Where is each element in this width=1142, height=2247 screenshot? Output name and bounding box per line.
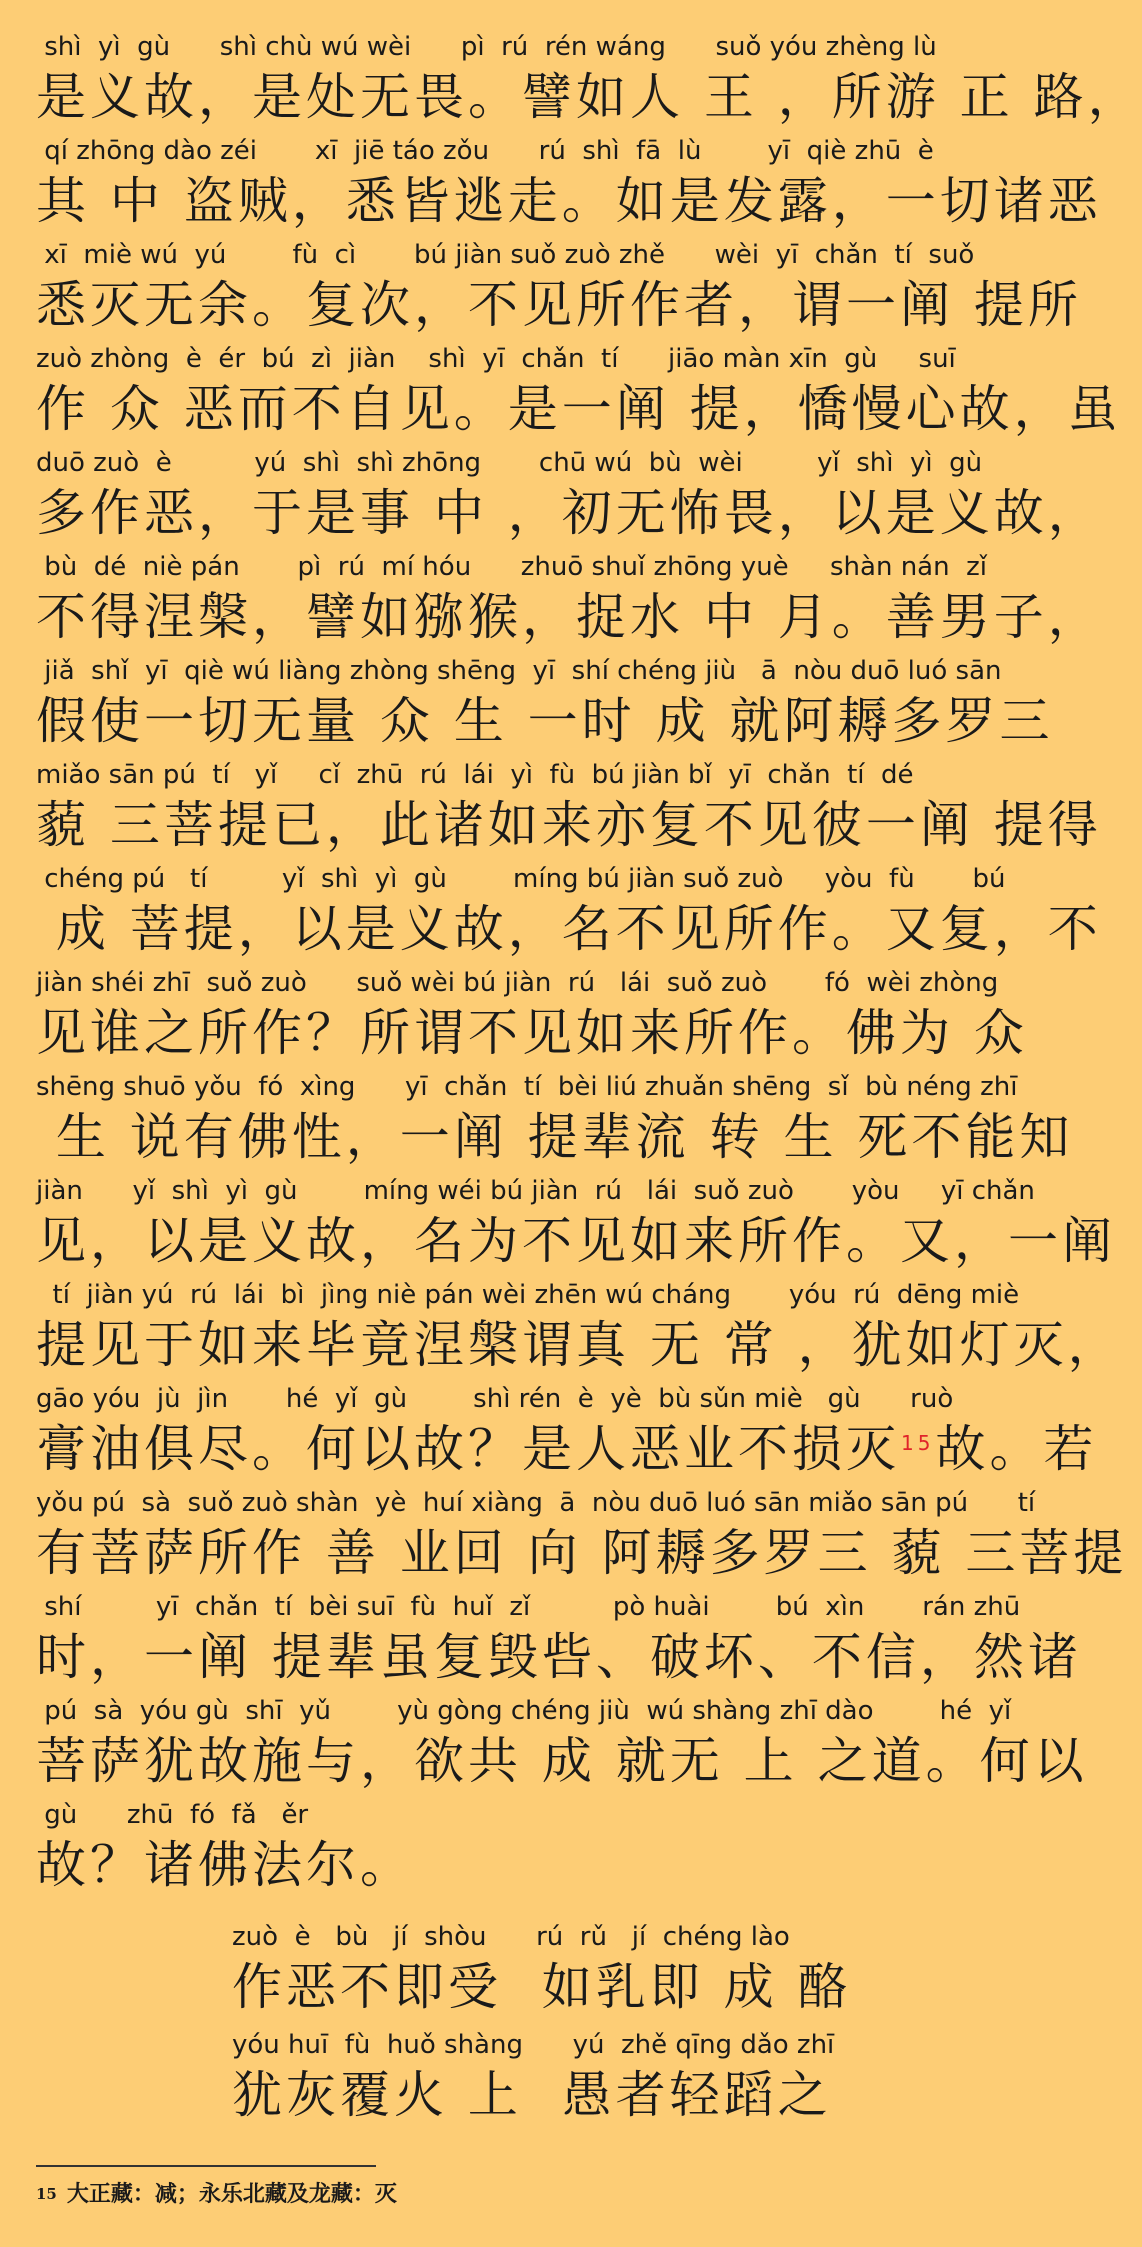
verse-line [0, 2028, 1080, 2132]
footnote-text: 大正藏：减；永乐北藏及龙藏：灭 [66, 2181, 397, 2207]
pinyin-annotation: bù dé niè pán pì rú mí hóu zhuō shuǐ zhōng yuè shàn nán zǐ [36, 552, 987, 582]
pinyin-annotation: qí zhōng dào zéi xī jiē táo zǒu rú shì fā lù yī qiè zhū è [36, 136, 934, 166]
pinyin-annotation: shì yì gù shì chù wú wèi pì rú rén wáng suǒ yóu zhèng lù [36, 32, 937, 62]
hanzi-text-after-note: 故。若 [935, 1420, 1098, 1478]
pinyin-annotation: jiàn shéi zhī suǒ zuò suǒ wèi bú jiàn rú lái suǒ zuò fó wèi zhòng [36, 968, 999, 998]
hanzi-text: 作 众 恶而不自见。是一阐 提，憍慢心故，虽 [36, 380, 1122, 438]
text-line [0, 1694, 1088, 1798]
footnote-reference[interactable]: 15 [901, 1431, 935, 1455]
pinyin-annotation: zuò zhòng è ér bú zì jiàn shì yī chǎn tí jiāo màn xīn gù suī [36, 344, 956, 374]
verse-line [0, 1920, 1080, 2024]
footnote-divider [36, 2165, 376, 2167]
pinyin-annotation: xī miè wú yú fù cì bú jiàn suǒ zuò zhě wèi yī chǎn tí suǒ [36, 240, 975, 270]
hanzi-text: 藐 三菩提已，此诸如来亦复不见彼一阐 提得 [36, 796, 1102, 854]
pinyin-annotation: gāo yóu jù jìn hé yǐ gù shì rén è yè bù sǔn miè gù ruò [36, 1384, 954, 1414]
pinyin-annotation: jiǎ shǐ yī qiè wú liàng zhòng shēng yī shí chéng jiù ā nòu duō luó sān [36, 656, 1002, 686]
text-line [0, 654, 1080, 758]
pinyin-annotation: duō zuò è yú shì shì zhōng chū wú bù wèi yǐ shì yì gù [36, 448, 983, 478]
pinyin-annotation: chéng pú tí yǐ shì yì gù míng bú jiàn suǒ zuò yòu fù bú [36, 864, 1006, 894]
hanzi-text: 菩萨犹故施与，欲共 成 就无 上 之道。何以 [36, 1732, 1088, 1790]
text-line [0, 550, 1102, 654]
footnote [36, 2178, 397, 2210]
text-line [0, 862, 1102, 966]
pinyin-annotation: jiàn yǐ shì yì gù míng wéi bú jiàn rú lái suǒ zuò yòu yī chǎn [36, 1176, 1035, 1206]
text-line [0, 30, 1142, 134]
hanzi-text: 故？诸佛法尔。 [36, 1836, 414, 1894]
text-line [0, 1590, 1080, 1694]
verse-pinyin: zuò è bù jí shòu rú rǔ jí chéng lào [232, 1922, 790, 1952]
pinyin-annotation: tí jiàn yú rú lái bì jìng niè pán wèi zhēn wú cháng yóu rú dēng miè [36, 1280, 1020, 1310]
text-line [0, 446, 1102, 550]
pinyin-annotation: shí yī chǎn tí bèi suī fù huǐ zǐ pò huài bú xìn rán zhū [36, 1592, 1021, 1622]
hanzi-text: 悉灭无余。复次，不见所作者，谓一阐 提所 [36, 276, 1082, 334]
text-line [0, 1278, 1122, 1382]
text-line [0, 342, 1122, 446]
hanzi-text: 有菩萨所作 善 业回 向 阿耨多罗三 藐 三菩提 [36, 1524, 1128, 1582]
text-line [0, 1382, 1098, 1486]
pinyin-annotation: pú sà yóu gù shī yǔ yù gòng chéng jiù wú shàng zhī dào hé yǐ [36, 1696, 1012, 1726]
verse-hanzi: 犹灰覆火 上 愚者轻蹈之 [232, 2066, 832, 2124]
hanzi-text: 见，以是义故，名为不见如来所作。又，一阐 [36, 1212, 1116, 1270]
verse-hanzi: 作恶不即受 如乳即 成 酪 [232, 1958, 852, 2016]
pinyin-annotation: shēng shuō yǒu fó xìng yī chǎn tí bèi liú zhuǎn shēng sǐ bù néng zhī [36, 1072, 1018, 1102]
hanzi-text: 时，一阐 提辈虽复毁呰、破坏、不信，然诸 [36, 1628, 1082, 1686]
text-line [0, 1070, 1080, 1174]
text-line [0, 1486, 1128, 1590]
pinyin-annotation: gù zhū fó fǎ ěr [36, 1800, 309, 1830]
text-line [0, 758, 1102, 862]
text-line [0, 1798, 1080, 1902]
hanzi-text: 生 说有佛性，一阐 提辈流 转 生 死不能知 [36, 1108, 1074, 1166]
hanzi-text: 不得涅槃，譬如猕猴，捉水 中 月。善男子， [36, 588, 1102, 646]
hanzi-text: 成 菩提，以是义故，名不见所作。又复，不 [36, 900, 1102, 958]
pinyin-annotation: miǎo sān pú tí yǐ cǐ zhū rú lái yì fù bú jiàn bǐ yī chǎn tí dé [36, 760, 914, 790]
hanzi-text: 其 中 盗贼，悉皆逃走。如是发露，一切诸恶 [36, 172, 1102, 230]
text-line [0, 134, 1102, 238]
hanzi-text [36, 1418, 1097, 1480]
text-line [0, 238, 1080, 342]
hanzi-text: 多作恶，于是事 中 ，初无怖畏，以是义故， [36, 484, 1102, 542]
text-line [0, 966, 1080, 1070]
hanzi-text: 是义故，是处无畏。譬如人 王 ，所游 正 路， [36, 68, 1142, 126]
footnote-number: 15 [36, 2185, 57, 2203]
hanzi-text: 假使一切无量 众 生 一时 成 就阿耨多罗三 [36, 692, 1054, 750]
hanzi-text-before-note: 膏油俱尽。何以故？是人恶业不损灭 [36, 1420, 900, 1478]
text-line [0, 1174, 1116, 1278]
pinyin-annotation: yǒu pú sà suǒ zuò shàn yè huí xiàng ā nòu duō luó sān miǎo sān pú tí [36, 1488, 1036, 1518]
hanzi-text: 提见于如来毕竟涅槃谓真 无 常 ，犹如灯灭， [36, 1316, 1122, 1374]
verse-pinyin: yóu huī fù huǒ shàng yú zhě qīng dǎo zhī [232, 2030, 835, 2060]
hanzi-text: 见谁之所作？所谓不见如来所作。佛为 众 [36, 1004, 1028, 1062]
